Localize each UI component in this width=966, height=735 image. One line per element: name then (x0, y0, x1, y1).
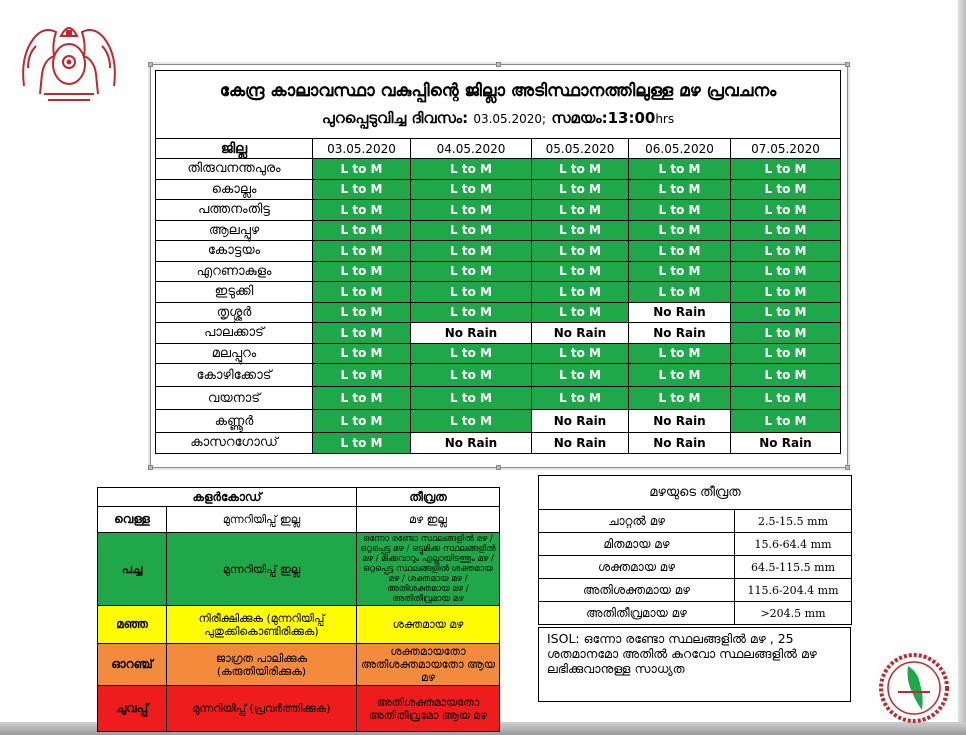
time-label: സമയം: (551, 109, 608, 127)
intensity-range: 15.6-64.4 mm (735, 533, 852, 556)
forecast-cell: L to M (731, 282, 841, 303)
table-row (156, 343, 841, 364)
intensity-range: 115.6-204.4 mm (735, 579, 852, 602)
color-code-level: ഓറഞ്ച് (98, 644, 167, 686)
forecast-cell: L to M (411, 343, 532, 364)
forecast-cell: L to M (411, 364, 532, 387)
time-value: 13:00 (607, 109, 656, 127)
forecast-cell: L to M (731, 364, 841, 387)
table-row (156, 179, 841, 200)
table-row (156, 261, 841, 282)
date-header: 06.05.2020 (629, 139, 731, 159)
intensity-row (539, 510, 852, 533)
district-header: ജില്ല (156, 139, 313, 159)
forecast-cell: L to M (411, 387, 532, 410)
intensity-row (539, 556, 852, 579)
color-code-level: പച്ച (98, 533, 167, 606)
table-row (156, 387, 841, 410)
intensity-range: 64.5-115.5 mm (735, 556, 852, 579)
forecast-cell: No Rain (629, 323, 731, 344)
forecast-cell: L to M (411, 200, 532, 221)
intensity-row (539, 533, 852, 556)
color-code-severity: അതിശക്തമായതോ അതിതീവ്രമോ ആയ മഴ (357, 686, 500, 732)
table-row (156, 241, 841, 262)
district-name: കോഴിക്കോട് (156, 364, 313, 387)
color-code-row (98, 507, 500, 533)
color-code-row (98, 644, 500, 686)
intensity-label: ചാറ്റൽ മഴ (539, 510, 735, 533)
severity-header: തീവ്രത (357, 488, 500, 507)
table-row (156, 282, 841, 303)
forecast-cell: L to M (313, 302, 411, 323)
forecast-cell: L to M (629, 159, 731, 180)
forecast-cell: L to M (313, 364, 411, 387)
kerala-emblem-logo (14, 16, 124, 104)
forecast-cell: L to M (629, 387, 731, 410)
intensity-row (539, 579, 852, 602)
forecast-cell: L to M (411, 261, 532, 282)
forecast-cell: L to M (313, 179, 411, 200)
district-name: മലപ്പുറം (156, 343, 313, 364)
table-row (156, 159, 841, 180)
resize-handle[interactable] (496, 465, 501, 470)
color-code-severity: ശക്തമായ മഴ (357, 606, 500, 644)
district-name: കൊല്ലം (156, 179, 313, 200)
forecast-cell: L to M (731, 261, 841, 282)
forecast-cell: L to M (313, 241, 411, 262)
forecast-cell: L to M (411, 241, 532, 262)
forecast-cell: L to M (313, 387, 411, 410)
forecast-cell: L to M (313, 200, 411, 221)
header-row (156, 139, 841, 159)
color-code-row (98, 606, 500, 644)
forecast-cell: No Rain (532, 323, 629, 344)
forecast-cell: No Rain (532, 410, 629, 433)
district-name: തൃശ്ശൂർ (156, 302, 313, 323)
forecast-cell: L to M (731, 387, 841, 410)
forecast-cell: No Rain (411, 433, 532, 454)
forecast-cell: No Rain (629, 302, 731, 323)
forecast-cell: L to M (532, 261, 629, 282)
forecast-cell: L to M (731, 159, 841, 180)
district-name: വയനാട് (156, 387, 313, 410)
forecast-cell: L to M (532, 282, 629, 303)
district-name: കണ്ണൂർ (156, 410, 313, 433)
color-code-row (98, 686, 500, 732)
forecast-cell: No Rain (629, 410, 731, 433)
forecast-cell: L to M (532, 241, 629, 262)
forecast-cell: L to M (629, 179, 731, 200)
intensity-row (539, 602, 852, 625)
forecast-cell: L to M (629, 364, 731, 387)
table-row (156, 323, 841, 344)
forecast-cell: L to M (532, 343, 629, 364)
resize-handle[interactable] (148, 465, 153, 470)
forecast-cell: L to M (313, 282, 411, 303)
resize-handle[interactable] (845, 62, 850, 67)
forecast-cell: L to M (411, 410, 532, 433)
slide-edge-shadow (958, 0, 966, 735)
color-code-meaning: മുന്നറിയിപ്പ് (പ്രവർത്തിക്കുക) (167, 686, 357, 732)
forecast-cell: L to M (731, 323, 841, 344)
intensity-range: >204.5 mm (735, 602, 852, 625)
intensity-header: മഴയുടെ തീവ്രത (539, 476, 852, 510)
forecast-cell: L to M (731, 220, 841, 241)
forecast-cell: L to M (532, 302, 629, 323)
isol-note: ISOL: ഒന്നോ രണ്ടോ സ്ഥലങ്ങളിൽ മഴ , 25 ശതമാനമോ അതിൽ കുറവോ സ്ഥലങ്ങളിൽ മഴ ലഭിക്കുവാനുള്ള സാധ്യത (538, 627, 851, 702)
issued-date: 03.05.2020; (473, 112, 547, 126)
forecast-cell: L to M (731, 343, 841, 364)
district-forecast-table (155, 70, 841, 454)
color-code-level: മഞ്ഞ (98, 606, 167, 644)
date-header: 03.05.2020 (313, 139, 411, 159)
forecast-cell: L to M (629, 343, 731, 364)
intensity-label: ശക്തമായ മഴ (539, 556, 735, 579)
table-row (156, 302, 841, 323)
color-code-header: കളർകോഡ് (98, 488, 357, 507)
forecast-cell: L to M (731, 302, 841, 323)
intensity-range: 2.5-15.5 mm (735, 510, 852, 533)
intensity-label: അതിശക്തമായ മഴ (539, 579, 735, 602)
forecast-cell: L to M (411, 282, 532, 303)
resize-handle[interactable] (148, 62, 153, 67)
forecast-cell: L to M (313, 323, 411, 344)
forecast-cell: L to M (411, 159, 532, 180)
district-name: തിരുവനന്തപുരം (156, 159, 313, 180)
forecast-cell: L to M (313, 159, 411, 180)
color-code-meaning: ജാഗ്രത പാലിക്കുക (കരുതിയിരിക്കുക) (167, 644, 357, 686)
forecast-cell: L to M (629, 282, 731, 303)
color-code-severity: മഴ ഇല്ല (357, 507, 500, 533)
forecast-cell: L to M (411, 179, 532, 200)
kseoc-logo (878, 652, 950, 724)
forecast-cell: L to M (731, 241, 841, 262)
date-header: 05.05.2020 (532, 139, 629, 159)
forecast-cell: L to M (313, 433, 411, 454)
forecast-cell: L to M (731, 179, 841, 200)
resize-handle[interactable] (496, 62, 501, 67)
date-header: 07.05.2020 (731, 139, 841, 159)
color-code-table (97, 487, 500, 732)
color-code-meaning: മുന്നറിയിപ്പ് ഇല്ല (167, 533, 357, 606)
forecast-cell: L to M (313, 220, 411, 241)
forecast-cell: L to M (532, 220, 629, 241)
title-heading: കേന്ദ്ര കാലാവസ്ഥാ വകുപ്പിന്റെ ജില്ലാ അടിസ്ഥാനത്തിലുള്ള മഴ പ്രവചനം (219, 81, 777, 101)
resize-handle[interactable] (845, 465, 850, 470)
intensity-label: അതിതീവ്രമായ മഴ (539, 602, 735, 625)
color-code-severity: ശക്തമായതോ അതിശക്തമായതോ ആയ മഴ (357, 644, 500, 686)
forecast-cell: L to M (411, 302, 532, 323)
color-code-severity: ഒന്നോ രണ്ടോ സ്ഥലങ്ങളിൽ മഴ / ഒറ്റപ്പെട്ട മഴ / ഒട്ടുമിക്ക സ്ഥലങ്ങളിൽ മഴ / മിക്കവാറും എല്ലായിടത്തും മഴ / ഒറ്റപ്പെട്ട സ്ഥലങ്ങളിൽ ശക്തമായ മഴ / ശക്തമായ മഴ / അതിശക്തമായ മഴ / അതിതീവ്രമായ മഴ (357, 533, 500, 606)
forecast-cell: L to M (532, 159, 629, 180)
forecast-title (156, 71, 841, 139)
forecast-cell: L to M (731, 200, 841, 221)
forecast-cell: L to M (629, 220, 731, 241)
table-row (156, 410, 841, 433)
forecast-cell: L to M (629, 200, 731, 221)
issued-label: പുറപ്പെടുവിച്ച ദിവസം: (321, 109, 469, 127)
district-name: ഇടുക്കി (156, 282, 313, 303)
issued-line (164, 105, 832, 132)
forecast-cell: L to M (313, 261, 411, 282)
forecast-cell: No Rain (731, 433, 841, 454)
forecast-cell: L to M (532, 364, 629, 387)
color-code-meaning: മുന്നറിയിപ്പ് ഇല്ല (167, 507, 357, 533)
table-row (156, 200, 841, 221)
forecast-cell: L to M (629, 261, 731, 282)
intensity-label: മിതമായ മഴ (539, 533, 735, 556)
forecast-cell: L to M (629, 241, 731, 262)
table-row (156, 220, 841, 241)
time-unit: hrs (655, 112, 675, 126)
forecast-cell: L to M (532, 179, 629, 200)
forecast-cell: L to M (731, 410, 841, 433)
forecast-cell: No Rain (532, 433, 629, 454)
color-code-row (98, 533, 500, 606)
district-name: കോട്ടയം (156, 241, 313, 262)
table-row (156, 433, 841, 454)
district-name: കാസറഗോഡ് (156, 433, 313, 454)
forecast-cell: No Rain (411, 323, 532, 344)
forecast-cell: L to M (411, 220, 532, 241)
date-header: 04.05.2020 (411, 139, 532, 159)
color-code-level: ചുവപ്പ് (98, 686, 167, 732)
forecast-cell: L to M (313, 410, 411, 433)
color-code-meaning: നിരീക്ഷിക്കുക (മുന്നറിയിപ്പ് പുതുക്കികൊണ്ടിരിക്കുക) (167, 606, 357, 644)
color-code-level: വെള്ള (98, 507, 167, 533)
district-name: എറണാകുളം (156, 261, 313, 282)
forecast-cell: No Rain (629, 433, 731, 454)
district-name: പാലക്കാട് (156, 323, 313, 344)
table-row (156, 364, 841, 387)
forecast-cell: L to M (532, 387, 629, 410)
forecast-cell: L to M (313, 343, 411, 364)
forecast-cell: L to M (532, 200, 629, 221)
rain-intensity-table (538, 475, 852, 625)
district-name: ആലപ്പുഴ (156, 220, 313, 241)
district-name: പത്തനംതിട്ട (156, 200, 313, 221)
